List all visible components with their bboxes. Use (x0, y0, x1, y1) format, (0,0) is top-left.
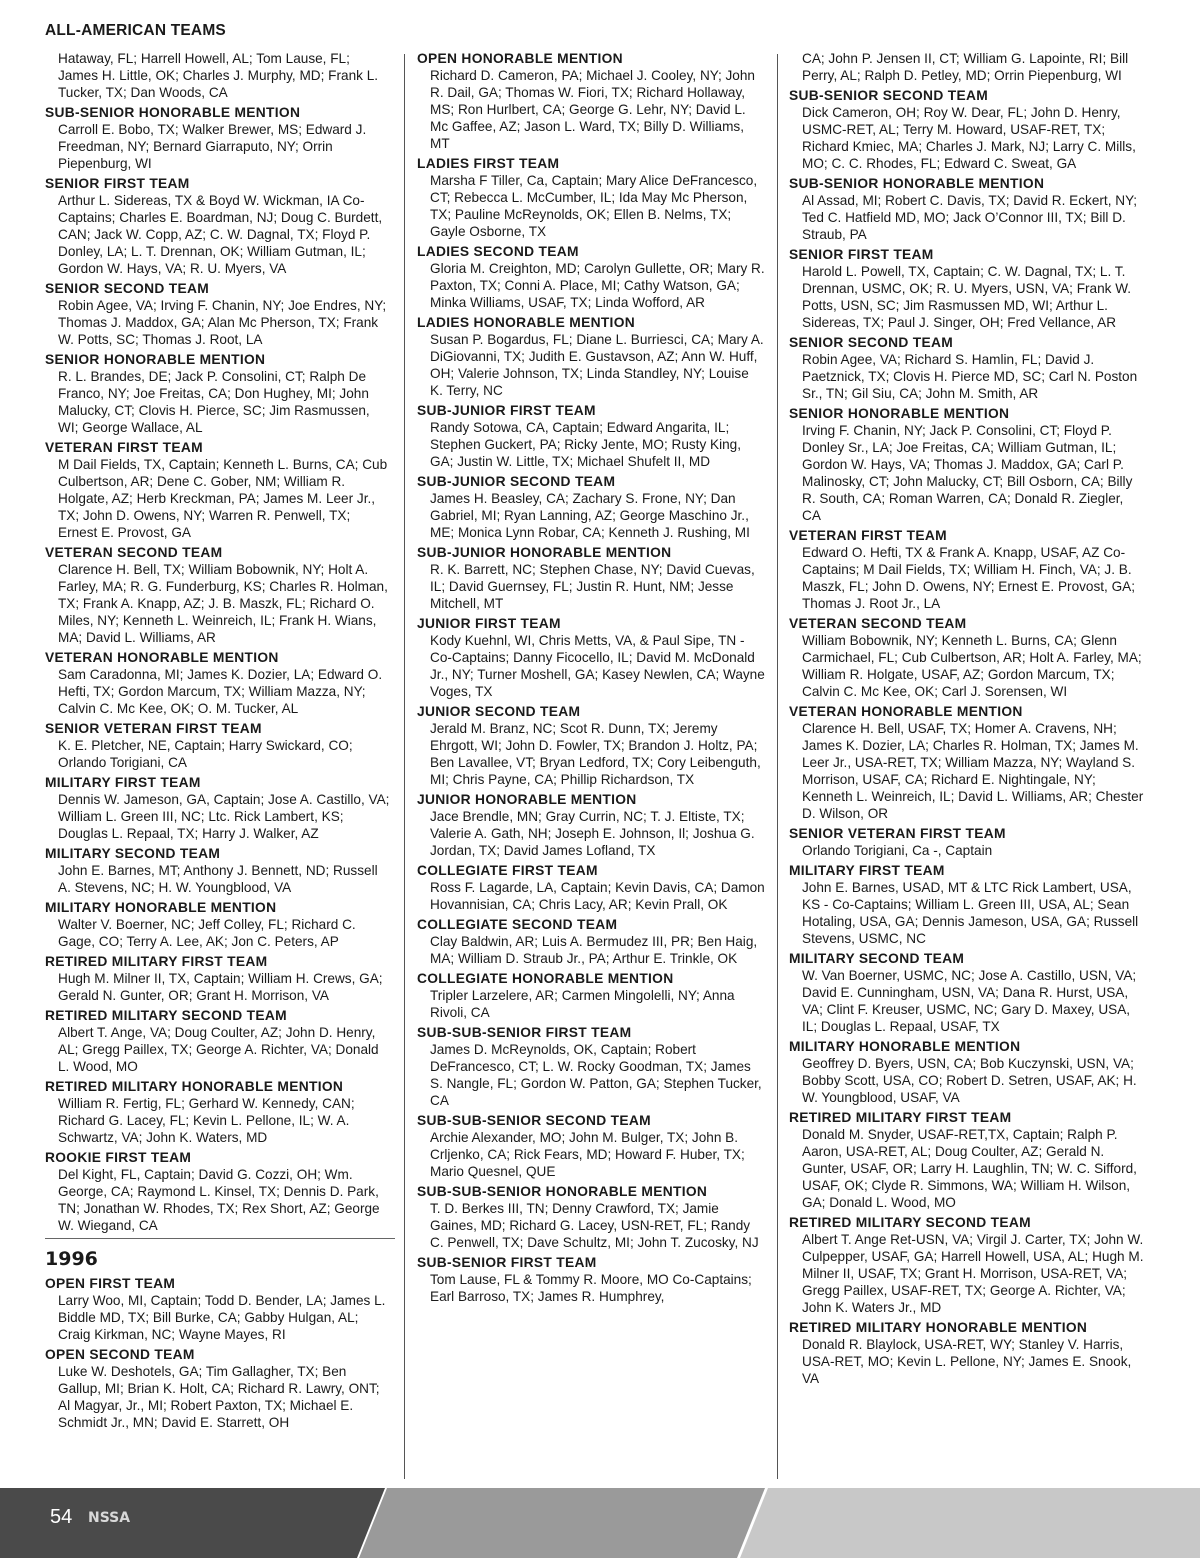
team-members: Robin Agee, VA; Irving F. Chanin, NY; Joe Endres, NY; Thomas J. Maddox, GA; Alan Mc Pherson, TX; Frank W. Potts, SC; Thomas J. Root, LA (58, 298, 387, 347)
team-members: Luke W. Deshotels, GA; Tim Gallagher, TX; Ben Gallup, MI; Brian K. Holt, CA; Richard R. Lawry, ONT; Al Magyar, Jr., MI; Robert Paxton, TX; Michael E. Schmidt Jr., MN; David E. Starrett, OH (58, 1364, 380, 1430)
team-heading: OPEN HONORABLE MENTION (417, 51, 623, 66)
team-members: Jerald M. Branz, NC; Scot R. Dunn, TX; Jeremy Ehrgott, WI; John D. Fowler, TX; Brandon J. Holtz, PA; Ben Lavallee, VT; Bryan Ledford, TX; Cory Leibenguth, MI; Chris Payne, CA; Phillip Richardson, TX (430, 721, 761, 787)
team-members: Dennis W. Jameson, GA, Captain; Jose A. Castillo, VA; William L. Green III, NC; Ltc. Rick Lambert, KS; Douglas L. Repaal, TX; Harry J. Walker, AZ (58, 792, 390, 841)
team-heading: VETERAN SECOND TEAM (45, 545, 223, 560)
team-section (789, 334, 1149, 402)
team-heading: SUB-SUB-SENIOR SECOND TEAM (417, 1113, 651, 1128)
team-members: Orlando Torigiani, Ca -, Captain (802, 843, 993, 858)
team-members: Marsha F Tiller, Ca, Captain; Mary Alice DeFrancesco, CT; Rebecca L. McCumber, IL; Ida May Mc Pherson, TX; Pauline McReynolds, OK; Ellen B. Nelms, TX; Gayle Osborne, TX (430, 173, 758, 239)
team-heading: VETERAN FIRST TEAM (45, 440, 203, 455)
team-members: Jace Brendle, MN; Gray Currin, NC; T. J. Eltiste, TX; Valerie A. Gath, NH; Joseph E. Johnson, Il; Joshua G. Jordan, TX; David James Lofland, TX (430, 809, 755, 858)
team-section (45, 351, 395, 436)
team-members: W. Van Boerner, USMC, NC; Jose A. Castillo, USN, VA; David E. Cunningham, USN, VA; Dana R. Hurst, USA, VA; Clint F. Kreuser, USMC, NC; Gary D. Maxey, USA, IL; Douglas L. Repaal, USAF, TX (802, 968, 1137, 1034)
team-heading: MILITARY SECOND TEAM (789, 951, 965, 966)
team-members: Donald R. Blaylock, USA-RET, WY; Stanley V. Harris, USA-RET, MO; Kevin L. Pellone, NY; James E. Snook, VA (802, 1337, 1132, 1386)
team-section (789, 1038, 1149, 1106)
team-section (417, 314, 769, 399)
team-section (789, 246, 1149, 331)
team-section (45, 544, 395, 646)
team-section (789, 50, 1149, 84)
team-heading: RETIRED MILITARY FIRST TEAM (789, 1110, 1012, 1125)
team-section (789, 87, 1149, 172)
team-members: Clarence H. Bell, TX; William Bobownik, NY; Holt A. Farley, MA; R. G. Funderburg, KS; Charles R. Holman, TX; Frank A. Knapp, AZ; J. B. Maszk, FL; Richard O. Miles, NY; Kenneth L. Weinreich, IL; Frank H. Wians, MA; David L. Williams, AR (58, 562, 388, 645)
team-section (417, 791, 769, 859)
team-members: Robin Agee, VA; Richard S. Hamlin, FL; David J. Paetznick, TX; Clovis H. Pierce MD, SC; Carl N. Poston Sr., TN; Gil Siu, CA; John M. Smith, AR (802, 352, 1138, 401)
team-members: Kody Kuehnl, WI, Chris Metts, VA, & Paul Sipe, TN - Co-Captains; Danny Ficocello, IL; David M. McDonald Jr., NY; Turner Moshell, GA; Kasey Newlen, CA; Wayne Voges, TX (430, 633, 765, 699)
team-section (789, 175, 1149, 243)
team-section (45, 845, 395, 896)
team-heading: MILITARY FIRST TEAM (45, 775, 201, 790)
team-section (45, 1078, 395, 1146)
team-section (417, 544, 769, 612)
team-heading: SUB-SENIOR HONORABLE MENTION (789, 176, 1045, 191)
team-members: Harold L. Powell, TX, Captain; C. W. Dagnal, TX; L. T. Drennan, USMC, OK; R. U. Myers, USN, VA; Frank W. Potts, USN, SC; Jim Rasmussen MD, WI; Arthur L. Sidereas, TX; Paul J. Singer, OH; Fred Vellance, AR (802, 264, 1132, 330)
column-2 (417, 50, 769, 1308)
team-section (45, 720, 395, 771)
team-section (417, 243, 769, 311)
team-members: William R. Fertig, FL; Gerhard W. Kennedy, CAN; Richard G. Lacey, FL; Kevin L. Pellone, IL; W. A. Schwartz, VA; John K. Waters, MD (58, 1096, 355, 1145)
team-members: James H. Beasley, CA; Zachary S. Frone, NY; Dan Gabriel, MI; Ryan Lanning, AZ; George Maschino Jr., ME; Monica Lynn Robar, CA; Kenneth J. Rushing, MI (430, 491, 750, 540)
team-heading: JUNIOR SECOND TEAM (417, 704, 581, 719)
team-heading: SENIOR HONORABLE MENTION (789, 406, 1010, 421)
team-members: John E. Barnes, USAD, MT & LTC Rick Lambert, USA, KS - Co-Captains; William L. Green III, USA, AL; Sean Hotaling, USA, GA; Dennis Jameson, USA, GA; Russell Stevens, USMC, NC (802, 880, 1139, 946)
team-section (789, 405, 1149, 524)
brand-logo-text: NSSA (88, 1510, 131, 1526)
team-heading: SUB-SENIOR FIRST TEAM (417, 1255, 597, 1270)
team-section (45, 280, 395, 348)
team-heading: SENIOR VETERAN FIRST TEAM (45, 721, 262, 736)
team-section (417, 970, 769, 1021)
team-members: Susan P. Bogardus, FL; Diane L. Burriesci, CA; Mary A. DiGiovanni, TX; Judith E. Gustavson, AZ; Ann W. Huff, OH; Valerie Johnson, TX; Linda Standley, NY; Louise K. Terry, NC (430, 332, 764, 398)
team-members: Edward O. Hefti, TX & Frank A. Knapp, USAF, AZ Co-Captains; M Dail Fields, TX; William H. Finch, VA; J. B. Maszk, FL; John D. Owens, NY; Ernest E. Provost, GA; Thomas J. Root Jr., LA (802, 545, 1136, 611)
team-section (789, 1319, 1149, 1387)
team-members: Tom Lause, FL & Tommy R. Moore, MO Co-Captains; Earl Barroso, TX; James R. Humphrey, (430, 1272, 752, 1304)
team-section (45, 1007, 395, 1075)
team-heading: JUNIOR FIRST TEAM (417, 616, 561, 631)
team-members: Richard D. Cameron, PA; Michael J. Cooley, NY; John R. Dail, GA; Thomas W. Fiori, TX; Richard Hollaway, MS; Ron Hurlbert, CA; George G. Lehr, NY; David L. Mc Gaffee, AZ; Jason L. Ward, TX; Billy D. Williams, MT (430, 68, 755, 151)
team-heading: OPEN SECOND TEAM (45, 1347, 195, 1362)
team-heading: MILITARY HONORABLE MENTION (789, 1039, 1021, 1054)
team-section (45, 1346, 395, 1431)
team-members: Geoffrey D. Byers, USN, CA; Bob Kuczynski, USN, VA; Bobby Scott, USA, CO; Robert D. Setren, USAF, AK; H. W. Youngblood, USAF, VA (802, 1056, 1137, 1105)
team-members: Dick Cameron, OH; Roy W. Dear, FL; John D. Henry, USMC-RET, AL; Terry M. Howard, USAF-RET, TX; Richard Kmiec, MA; Charles J. Mark, NJ; Larry C. Mills, MO; C. C. Rhodes, FL; Edward C. Sweat, GA (802, 105, 1136, 171)
team-section (45, 50, 395, 101)
team-heading: VETERAN FIRST TEAM (789, 528, 947, 543)
team-heading: RETIRED MILITARY HONORABLE MENTION (45, 1079, 344, 1094)
team-section (45, 1149, 395, 1234)
team-section (789, 1109, 1149, 1211)
team-members: Del Kight, FL, Captain; David G. Cozzi, OH; Wm. George, CA; Raymond L. Kinsel, TX; Dennis D. Park, TN; Jonathan W. Rhodes, TX; Rex Short, AZ; George W. Wiegand, CA (58, 1167, 380, 1233)
team-section (789, 950, 1149, 1035)
year-heading: 1996 (45, 1248, 98, 1270)
team-section (45, 1275, 395, 1343)
team-members: K. E. Pletcher, NE, Captain; Harry Swickard, CO; Orlando Torigiani, CA (58, 738, 353, 770)
team-members: James D. McReynolds, OK, Captain; Robert DeFrancesco, CT; L. W. Rocky Goodman, TX; James S. Nangle, FL; Gordon W. Patton, GA; Stephen Tucker, CA (430, 1042, 762, 1108)
team-section (789, 862, 1149, 947)
team-section (45, 899, 395, 950)
team-section (45, 774, 395, 842)
team-heading: SUB-JUNIOR HONORABLE MENTION (417, 545, 672, 560)
team-heading: MILITARY FIRST TEAM (789, 863, 945, 878)
team-heading: ROOKIE FIRST TEAM (45, 1150, 192, 1165)
page-header-title: ALL-AMERICAN TEAMS (45, 22, 226, 39)
team-members: Al Assad, MI; Robert C. Davis, TX; David R. Eckert, NY; Ted C. Hatfield MD, MO; Jack O’Connor III, TX; Bill D. Straub, PA (802, 193, 1138, 242)
team-members: Hataway, FL; Harrell Howell, AL; Tom Lause, FL; James H. Little, OK; Charles J. Murphy, MD; Frank L. Tucker, TX; Dan Woods, CA (58, 51, 379, 100)
team-members: Carroll E. Bobo, TX; Walker Brewer, MS; Edward J. Freedman, NY; Bernard Giarraputo, NY; Orrin Piepenburg, WI (58, 122, 367, 171)
team-members: Tripler Larzelere, AR; Carmen Mingolelli, NY; Anna Rivoli, CA (430, 988, 735, 1020)
team-heading: VETERAN HONORABLE MENTION (45, 650, 279, 665)
team-section (45, 649, 395, 717)
team-heading: MILITARY HONORABLE MENTION (45, 900, 277, 915)
team-members: Gloria M. Creighton, MD; Carolyn Gullette, OR; Mary R. Paxton, TX; Conni A. Place, MI; Cathy Watson, GA; Minka Williams, USAF, TX; Linda Wofford, AR (430, 261, 765, 310)
team-section (417, 1024, 769, 1109)
team-heading: COLLEGIATE SECOND TEAM (417, 917, 618, 932)
team-section (417, 50, 769, 152)
team-section (417, 1183, 769, 1251)
year-heading-block (45, 1238, 395, 1271)
team-heading: SENIOR FIRST TEAM (789, 247, 934, 262)
team-section (417, 1112, 769, 1180)
team-heading: COLLEGIATE FIRST TEAM (417, 863, 598, 878)
team-heading: SENIOR FIRST TEAM (45, 176, 190, 191)
team-heading: OPEN FIRST TEAM (45, 1276, 176, 1291)
team-heading: RETIRED MILITARY FIRST TEAM (45, 954, 268, 969)
team-members: Donald M. Snyder, USAF-RET,TX, Captain; Ralph P. Aaron, USA-RET, AL; Doug Coulter, AZ; Gerald N. Gunter, USAF, OR; Larry H. Laughlin, TN; W. C. Sifford, USAF, OK; Clyde R. Simmons, WA; William H. Wilson, GA; Donald L. Wood, MO (802, 1127, 1137, 1210)
team-section (789, 615, 1149, 700)
column-divider (404, 54, 405, 1479)
team-heading: RETIRED MILITARY HONORABLE MENTION (789, 1320, 1088, 1335)
team-members: Albert T. Ange Ret-USN, VA; Virgil J. Carter, TX; John W. Culpepper, USAF, GA; Harrell Howell, USA, AL; Hugh M. Milner II, USAF, TX; Grant H. Morrison, USA-RET, VA; Gregg Paillex, USAF-RET, TX; George A. Richter, VA; John K. Waters Jr., MD (802, 1232, 1144, 1315)
team-members: R. L. Brandes, DE; Jack P. Consolini, CT; Ralph De Franco, NY; Joe Freitas, CA; Don Hughey, MI; John Malucky, CT; Clovis H. Pierce, SC; Jim Rasmussen, WI; George Wallace, AL (58, 369, 370, 435)
page-number: 54 (50, 1506, 73, 1528)
team-members: Hugh M. Milner II, TX, Captain; William H. Crews, GA; Gerald N. Gunter, OR; Grant H. Morrison, VA (58, 971, 383, 1003)
team-members: Albert T. Ange, VA; Doug Coulter, AZ; John D. Henry, AL; Gregg Paillex, TX; George A. Richter, VA; Donald L. Wood, MO (58, 1025, 379, 1074)
team-section (45, 953, 395, 1004)
team-heading: LADIES HONORABLE MENTION (417, 315, 635, 330)
team-heading: JUNIOR HONORABLE MENTION (417, 792, 637, 807)
footer-band (0, 1488, 1200, 1558)
team-heading: LADIES FIRST TEAM (417, 156, 560, 171)
team-members: Clarence H. Bell, USAF, TX; Homer A. Cravens, NH; James K. Dozier, LA; Charles R. Holman, TX; James M. Leer Jr., USA-RET, TX; William Mazza, NY; Wayland S. Morrison, USAF, CA; Richard E. Nightingale, NY; Kenneth L. Weinreich, IL; David L. Williams, AR; Chester D. Wilson, OR (802, 721, 1144, 821)
team-section (417, 402, 769, 470)
team-section (417, 615, 769, 700)
team-heading: SUB-JUNIOR FIRST TEAM (417, 403, 596, 418)
team-heading: COLLEGIATE HONORABLE MENTION (417, 971, 674, 986)
column-1 (45, 50, 395, 1434)
team-members: CA; John P. Jensen II, CT; William G. Lapointe, RI; Bill Perry, AL; Ralph D. Petley, MD; Orrin Piepenburg, WI (802, 51, 1129, 83)
team-members: Larry Woo, MI, Captain; Todd D. Bender, LA; James L. Biddle MD, TX; Bill Burke, CA; Gabby Hulgan, AL; Craig Kirkman, NC; Wayne Mayes, RI (58, 1293, 386, 1342)
team-heading: SENIOR VETERAN FIRST TEAM (789, 826, 1006, 841)
team-heading: SUB-SENIOR HONORABLE MENTION (45, 105, 301, 120)
team-section (45, 104, 395, 172)
team-heading: RETIRED MILITARY SECOND TEAM (45, 1008, 287, 1023)
team-members: Archie Alexander, MO; John M. Bulger, TX; John B. Crljenko, CA; Rick Fears, MD; Howard F. Huber, TX; Mario Quesnel, QUE (430, 1130, 745, 1179)
team-members: Randy Sotowa, CA, Captain; Edward Angarita, IL; Stephen Guckert, PA; Ricky Jente, MO; Rusty King, GA; Justin W. Little, TX; Michael Shufelt II, MD (430, 420, 742, 469)
team-heading: SENIOR HONORABLE MENTION (45, 352, 266, 367)
team-members: Ross F. Lagarde, LA, Captain; Kevin Davis, CA; Damon Hovannisian, CA; Chris Lacy, AR; Kevin Prall, OK (430, 880, 765, 912)
team-members: Arthur L. Sidereas, TX & Boyd W. Wickman, IA Co-Captains; Charles E. Boardman, NJ; Doug C. Burdett, CAN; Jack W. Copp, AZ; C. W. Dagnal, TX; Floyd P. Donley, LA; L. T. Drennan, OK; William Gutman, IL; Gordon W. Hays, VA; R. U. Myers, VA (58, 193, 383, 276)
team-section (45, 175, 395, 277)
team-members: William Bobownik, NY; Kenneth L. Burns, CA; Glenn Carmichael, FL; Cub Culbertson, AR; Holt A. Farley, MA; William R. Holgate, USAF, AZ; Gordon Marcum, TX; Calvin C. Mc Kee, OK; Carl J. Sorensen, WI (802, 633, 1142, 699)
team-heading: SUB-SUB-SENIOR HONORABLE MENTION (417, 1184, 708, 1199)
team-members: John E. Barnes, MT; Anthony J. Bennett, ND; Russell A. Stevens, NC; H. W. Youngblood, VA (58, 863, 378, 895)
team-heading: RETIRED MILITARY SECOND TEAM (789, 1215, 1031, 1230)
team-section (417, 473, 769, 541)
team-section (789, 527, 1149, 612)
team-heading: SENIOR SECOND TEAM (789, 335, 954, 350)
team-heading: LADIES SECOND TEAM (417, 244, 579, 259)
team-members: R. K. Barrett, NC; Stephen Chase, NY; David Cuevas, IL; David Guernsey, FL; Justin R. Hunt, NM; Jesse Mitchell, MT (430, 562, 755, 611)
team-members: T. D. Berkes III, TN; Denny Crawford, TX; Jamie Gaines, MD; Richard G. Lacey, USN-RET, FL; Randy C. Penwell, TX; Dave Schultz, MI; John T. Zucosky, NJ (430, 1201, 759, 1250)
team-section (417, 916, 769, 967)
team-members: Clay Baldwin, AR; Luis A. Bermudez III, PR; Ben Haig, MA; William D. Straub Jr., PA; Arthur E. Trinkle, OK (430, 934, 758, 966)
page-footer (0, 1488, 1200, 1558)
team-section (789, 703, 1149, 822)
team-heading: SUB-SENIOR SECOND TEAM (789, 88, 989, 103)
team-heading: SENIOR SECOND TEAM (45, 281, 210, 296)
team-section (45, 439, 395, 541)
team-members: Sam Caradonna, MI; James K. Dozier, LA; Edward O. Hefti, TX; Gordon Marcum, TX; William Mazza, NY; Calvin C. Mc Kee, OK; O. M. Tucker, AL (58, 667, 383, 716)
team-section (417, 862, 769, 913)
team-section (789, 1214, 1149, 1316)
team-section (789, 825, 1149, 859)
team-section (417, 155, 769, 240)
column-divider (777, 54, 778, 1479)
team-section (417, 1254, 769, 1305)
team-heading: SUB-SUB-SENIOR FIRST TEAM (417, 1025, 632, 1040)
team-members: Walter V. Boerner, NC; Jeff Colley, FL; Richard C. Gage, CO; Terry A. Lee, AK; Jon C. Peters, AP (58, 917, 356, 949)
team-heading: MILITARY SECOND TEAM (45, 846, 221, 861)
team-members: Irving F. Chanin, NY; Jack P. Consolini, CT; Floyd P. Donley Sr., LA; Joe Freitas, CA; William Gutman, IL; Gordon W. Hays, VA; Thomas J. Maddox, GA; Carl P. Malinosky, CT; John Malucky, CT; Bill Osborn, CA; Billy R. South, CA; Roman Warren, CA; Donald R. Ziegler, CA (802, 423, 1133, 523)
team-heading: VETERAN HONORABLE MENTION (789, 704, 1023, 719)
team-section (417, 703, 769, 788)
column-3 (789, 50, 1149, 1390)
team-members: M Dail Fields, TX, Captain; Kenneth L. Burns, CA; Cub Culbertson, AR; Dene C. Gober, NM; William R. Holgate, AZ; Herb Kreckman, PA; James M. Leer Jr., TX; John D. Owens, NY; Warren R. Penwell, TX; Ernest E. Provost, GA (58, 457, 388, 540)
team-heading: VETERAN SECOND TEAM (789, 616, 967, 631)
team-heading: SUB-JUNIOR SECOND TEAM (417, 474, 616, 489)
